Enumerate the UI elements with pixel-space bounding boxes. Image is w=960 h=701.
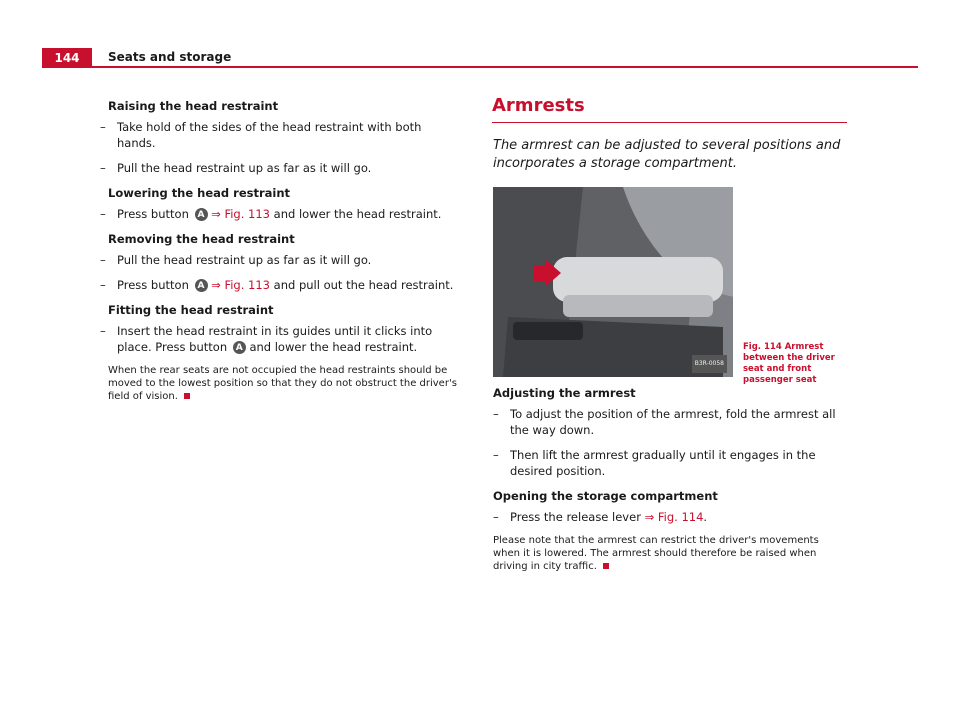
adjusting-heading: Adjusting the armrest bbox=[493, 386, 636, 400]
step-item: – Insert the head restraint in its guides until it clicks into place. Press button A and lower the head restraint. bbox=[100, 324, 433, 354]
step-item: – Pull the head restraint up as far as it will go. bbox=[100, 161, 372, 175]
step-item: – Take hold of the sides of the head restraint with both hands. bbox=[100, 120, 422, 150]
removing-heading: Removing the head restraint bbox=[108, 232, 295, 246]
step-item: – Then lift the armrest gradually until it engages in the desired position. bbox=[493, 448, 816, 478]
button-a-marker: A bbox=[195, 208, 208, 221]
raising-heading: Raising the head restraint bbox=[108, 99, 279, 113]
step-item: – Pull the head restraint up as far as it will go. bbox=[100, 253, 372, 267]
figure-link[interactable]: ⇒ Fig. 114 bbox=[644, 510, 704, 524]
armrest-photo bbox=[493, 187, 733, 377]
note-text: Please note that the armrest can restrict the driver's movements when it is lowered. The armrest should therefore be raised when driving in city traffic. bbox=[493, 535, 819, 572]
end-mark-icon bbox=[603, 563, 609, 569]
note-text: When the rear seats are not occupied the head restraints should be moved to the lowest position so that they do not obstruct the driver's field of vision. bbox=[108, 365, 457, 402]
figure-code: B3R-0058 bbox=[692, 355, 727, 373]
button-a-marker: A bbox=[233, 341, 246, 354]
step-item: – Press button A ⇒ Fig. 113 and lower the head restraint. bbox=[100, 207, 442, 221]
page-number: 144 bbox=[42, 48, 92, 68]
fitting-heading: Fitting the head restraint bbox=[108, 303, 274, 317]
title-rule bbox=[492, 122, 847, 123]
left-column bbox=[100, 98, 463, 403]
header-rule bbox=[92, 66, 918, 68]
lead-text: The armrest can be adjusted to several positions and incorporates a storage compartment. bbox=[493, 138, 841, 171]
opening-heading: Opening the storage compartment bbox=[493, 489, 718, 503]
figure-link[interactable]: ⇒ Fig. 113 bbox=[211, 278, 270, 292]
armrest-illustration bbox=[493, 187, 733, 377]
step-item: – Press button A ⇒ Fig. 113 and pull out the head restraint. bbox=[100, 278, 454, 292]
lowering-heading: Lowering the head restraint bbox=[108, 186, 291, 200]
figure-block bbox=[493, 187, 848, 385]
figure-link[interactable]: ⇒ Fig. 113 bbox=[211, 207, 270, 221]
section-title: Armrests bbox=[492, 95, 585, 116]
running-header: Seats and storage bbox=[108, 50, 232, 64]
step-item: – Press the release lever ⇒ Fig. 114. bbox=[493, 510, 708, 524]
figure-caption: Fig. 114 Armrest between the driver seat and front passenger seat bbox=[743, 342, 835, 385]
step-item: – To adjust the position of the armrest, fold the armrest all the way down. bbox=[493, 407, 836, 437]
right-column bbox=[492, 95, 848, 573]
end-mark-icon bbox=[184, 393, 190, 399]
button-a-marker: A bbox=[195, 279, 208, 292]
